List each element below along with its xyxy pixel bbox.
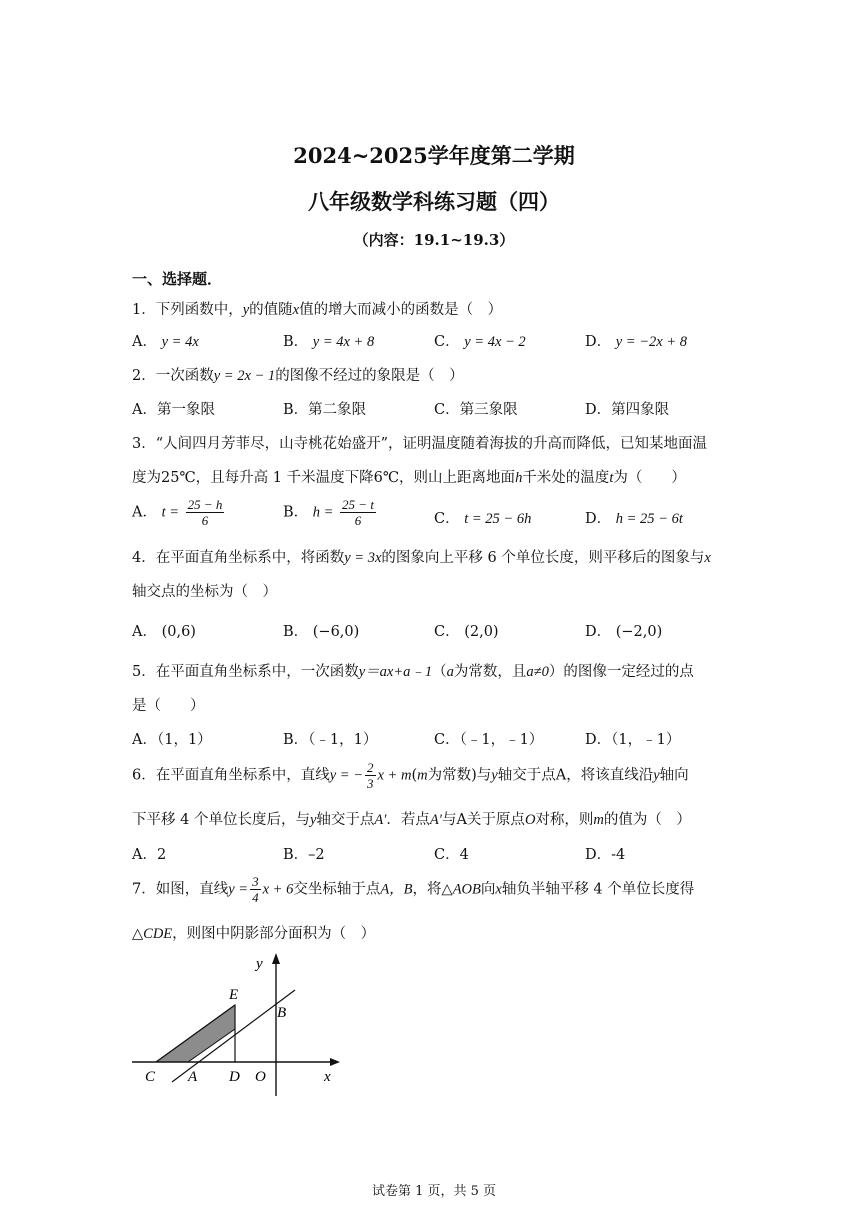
q3-option-c[interactable]: C． t = 25 − 6h — [434, 511, 532, 527]
label-o: O — [255, 1069, 266, 1085]
question-4-line2: 轴交点的坐标为（ ） — [132, 584, 277, 600]
q5-option-d[interactable]: D．（1，﹣1） — [585, 732, 681, 748]
q7-figure — [128, 948, 350, 1098]
q6-option-c[interactable]: C．4 — [434, 847, 469, 863]
q3-option-b[interactable]: B． h = $\frac{25 - t}{6}$ — [283, 497, 374, 528]
y-axis-arrow — [272, 953, 280, 964]
q3-option-a[interactable]: A． t = $\frac{25 - h}{6}$ — [132, 497, 223, 528]
question-6-line1: 6．在平面直角坐标系中，直线y = − $\frac{2}{3}$ x + m(m为常数)与y轴交于点A，将该直线沿y轴向 — [132, 760, 689, 791]
question-4-line1: 4．在平面直角坐标系中，将函数y = 3x的图象向上平移 6 个单位长度，则平移后的图象与x — [132, 550, 711, 566]
question-7-line2: △CDE，则图中阴影部分面积为（ ） — [132, 926, 376, 942]
q6-option-b[interactable]: B．–2 — [283, 847, 325, 863]
page-title: 2024~2025学年度第二学期 — [293, 143, 575, 168]
q6-option-d[interactable]: D．-4 — [585, 847, 626, 863]
label-b: B — [277, 1005, 287, 1021]
content-range: （内容：19.1~19.3） — [353, 231, 515, 249]
q3-option-d[interactable]: D． h = 25 − 6t — [585, 511, 683, 527]
q2-option-c[interactable]: C．第三象限 — [434, 402, 518, 418]
q4-option-b[interactable]: B． (−6,0) — [283, 624, 360, 640]
question-5-line1: 5．在平面直角坐标系中，一次函数y＝ax+a﹣1（a为常数，且a≠0）的图像一定经过的点 — [132, 664, 694, 680]
q1-option-a[interactable]: A． y = 4x — [132, 334, 199, 350]
section-heading: 一、选择题． — [132, 270, 223, 288]
question-2: 2．一次函数y = 2x − 1的图像不经过的象限是（ ） — [132, 368, 464, 384]
q4-option-c[interactable]: C． (2,0) — [434, 624, 499, 640]
page-footer: 试卷第 1 页，共 5 页 — [371, 1184, 497, 1199]
label-c: C — [145, 1069, 156, 1085]
q1-option-d[interactable]: D． y = −2x + 8 — [585, 334, 687, 350]
q5-option-c[interactable]: C．（﹣1，﹣1） — [434, 732, 544, 748]
q6-option-a[interactable]: A．2 — [132, 847, 167, 863]
label-x: x — [324, 1069, 331, 1085]
question-6-line2: 下平移 4 个单位长度后，与y轴交于点A′．若点A′与A关于原点O对称，则m的值为（ ） — [132, 812, 691, 828]
page-subtitle: 八年级数学科练习题（四） — [308, 189, 560, 214]
q4-option-d[interactable]: D． (−2,0) — [585, 624, 663, 640]
label-e: E — [229, 987, 239, 1003]
question-1: 1．下列函数中，y的值随x值的增大而减小的函数是（ ） — [132, 302, 503, 318]
q5-option-a[interactable]: A．（1，1） — [132, 732, 212, 748]
question-7-line1: 7．如图，直线y = $\frac{3}{4}$ x + 6交坐标轴于点A，B，将△AOB向x轴负半轴平移 4 个单位长度得 — [132, 874, 695, 905]
label-y: y — [256, 956, 263, 972]
label-d: D — [229, 1069, 240, 1085]
question-3-line1: 3．“人间四月芳菲尽，山寺桃花始盛开”，证明温度随着海拔的升高而降低，已知某地面温 — [132, 436, 708, 452]
q5-option-b[interactable]: B．（﹣1，1） — [283, 732, 378, 748]
q4-option-a[interactable]: A． (0,6) — [132, 624, 196, 640]
q2-option-d[interactable]: D．第四象限 — [585, 402, 670, 418]
q1-option-b[interactable]: B． y = 4x + 8 — [283, 334, 375, 350]
q2-option-a[interactable]: A．第一象限 — [132, 402, 215, 418]
q1-option-c[interactable]: C． y = 4x − 2 — [434, 334, 526, 350]
q2-option-b[interactable]: B．第二象限 — [283, 402, 367, 418]
label-a: A — [188, 1069, 198, 1085]
x-axis-arrow — [330, 1058, 340, 1066]
question-3-line2: 度为25℃，且每升高 1 千米温度下降6℃，则山上距离地面h千米处的温度t为（ ） — [132, 470, 686, 486]
question-5-line2: 是（ ） — [132, 698, 205, 714]
